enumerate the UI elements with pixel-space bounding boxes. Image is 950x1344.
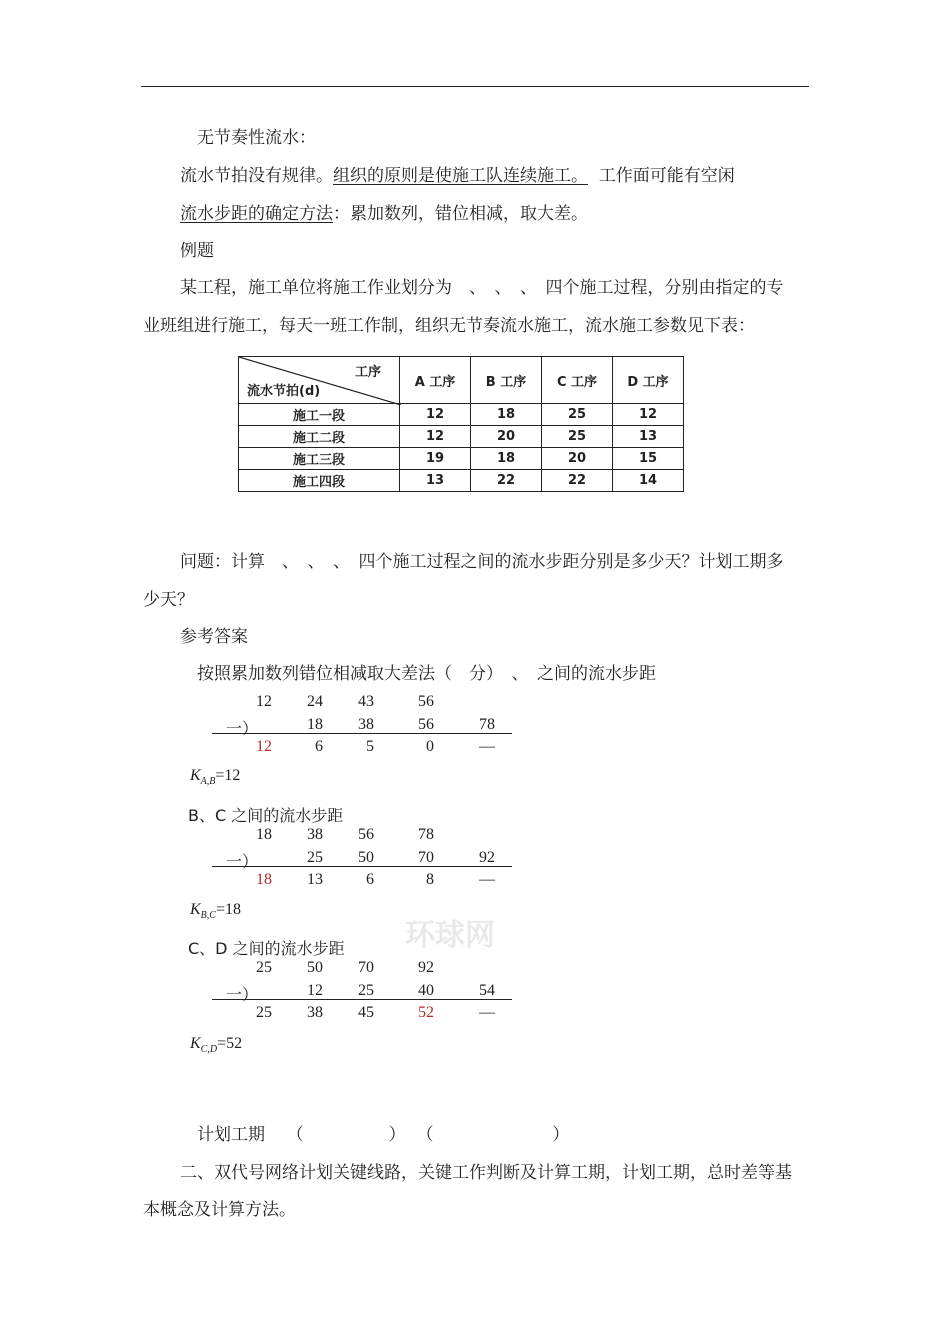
table-cell: 20: [471, 426, 542, 448]
calc-bottom-value: 54: [479, 982, 495, 999]
calc-bottom-value: 40: [418, 982, 434, 999]
k-bc: [190, 901, 241, 921]
calc-diff-value: 6: [366, 871, 374, 888]
k-symbol: K: [190, 901, 201, 918]
k-subscript: C,D: [200, 1044, 218, 1056]
calc-ab-line: [212, 733, 512, 734]
table-cell: 12: [400, 426, 471, 448]
header-b: B 工序: [471, 357, 542, 404]
calc-diff-value: —: [479, 871, 495, 888]
calc-bottom-value: 38: [358, 716, 374, 733]
table-cell: 18: [471, 404, 542, 426]
question-line-2: 少天？: [143, 590, 194, 610]
section-two-para-1: 二、双代号网络计划关键线路，关键工作判断及计算工期，计划工期，总时差等基: [180, 1163, 792, 1183]
table-row: [239, 404, 684, 426]
table-corner-cell: [239, 357, 400, 404]
k-value: =12: [215, 767, 241, 784]
plan-duration-label: 计划工期: [197, 1125, 265, 1145]
k-ab: [190, 767, 240, 787]
table-cell: 12: [613, 404, 684, 426]
plan-duration-line: [197, 1120, 569, 1145]
table-cell: 19: [400, 448, 471, 470]
problem-para-1: 某工程，施工单位将施工作业划分为 、 、 、 四个施工过程，分别由指定的专: [180, 278, 784, 298]
table-cell: 14: [613, 470, 684, 492]
calc-minus: 一）: [226, 721, 259, 738]
calc-diff-value: 38: [307, 1004, 323, 1021]
calc-minus: 一）: [226, 987, 259, 1004]
calc-diff-value: 0: [426, 738, 434, 755]
table-row: [239, 426, 684, 448]
rule-line-1: [180, 161, 735, 186]
rule-line-2: [180, 199, 588, 224]
calc-top-value: 18: [256, 826, 272, 843]
calc-diff-max: 12: [256, 738, 272, 755]
calc-diff-value: 8: [426, 871, 434, 888]
table-row: [239, 470, 684, 492]
question-line-1: 问题：计算 、 、 、 四个施工过程之间的流水步距分别是多少天？计划工期多: [180, 552, 784, 572]
calc-top-value: 25: [256, 959, 272, 976]
section-two-para-2: 本概念及计算方法。: [143, 1200, 296, 1220]
calc-bottom-value: 25: [358, 982, 374, 999]
row-label: 施工三段: [239, 448, 400, 470]
header-d: D 工序: [613, 357, 684, 404]
calc-diff-value: 25: [256, 1004, 272, 1021]
calc-top-value: 56: [418, 693, 434, 710]
calc-bottom-value: 50: [358, 849, 374, 866]
calc-bc-title: B、C 之间的流水步距: [188, 806, 344, 825]
calc-diff-value: —: [479, 738, 495, 755]
calc-cd-line: [212, 999, 512, 1000]
method-desc: ：累加数列，错位相减，取大差。: [333, 204, 588, 224]
calc-diff-value: 5: [366, 738, 374, 755]
table-cell: 25: [542, 426, 613, 448]
calc-bottom-value: 56: [418, 716, 434, 733]
calc-top-value: 50: [307, 959, 323, 976]
plan-paren-1: （ ）: [286, 1125, 406, 1145]
problem-para-2: 业班组进行施工，每天一班工作制，组织无节奏流水施工，流水施工参数见下表：: [143, 316, 755, 336]
rule-text-a: 流水节拍没有规律。: [180, 166, 333, 186]
calc-bottom-value: 12: [307, 982, 323, 999]
calc-bc-line: [212, 866, 512, 867]
calc-top-value: 70: [358, 959, 374, 976]
calc-diff-max: 52: [418, 1004, 434, 1021]
header-rule: [141, 86, 809, 87]
rule-text-b: 组织的原则是使施工队连续施工。: [333, 166, 588, 186]
method-line: 按照累加数列错位相减取大差法（ 分） 、 之间的流水步距: [197, 664, 656, 684]
k-subscript: B,C: [200, 910, 216, 922]
calc-bottom-value: 78: [479, 716, 495, 733]
k-subscript: A,B: [200, 776, 216, 788]
calc-minus: 一）: [226, 854, 259, 871]
calc-top-value: 56: [358, 826, 374, 843]
method-term: 流水步距的确定方法: [180, 204, 333, 224]
calc-diff-max: 18: [256, 871, 272, 888]
table-cell: 13: [613, 426, 684, 448]
plan-paren-2: （ ）: [416, 1125, 570, 1145]
calc-bottom-value: 70: [418, 849, 434, 866]
calc-bottom-value: 25: [307, 849, 323, 866]
watermark: 环球网: [405, 918, 495, 953]
corner-bottom-label: 流水节拍(d): [247, 384, 321, 399]
k-cd: [190, 1035, 242, 1055]
row-label: 施工一段: [239, 404, 400, 426]
corner-top-label: 工序: [354, 365, 381, 380]
table-cell: 12: [400, 404, 471, 426]
table-cell: 22: [542, 470, 613, 492]
table-cell: 20: [542, 448, 613, 470]
table-cell: 25: [542, 404, 613, 426]
flow-parameter-table: [238, 356, 684, 492]
table-row: [239, 448, 684, 470]
table-cell: 15: [613, 448, 684, 470]
calc-bottom-value: 92: [479, 849, 495, 866]
calc-top-value: 24: [307, 693, 323, 710]
calc-top-value: 78: [418, 826, 434, 843]
k-symbol: K: [190, 1035, 201, 1052]
row-label: 施工四段: [239, 470, 400, 492]
calc-diff-value: 13: [307, 871, 323, 888]
calc-top-value: 92: [418, 959, 434, 976]
calc-top-value: 38: [307, 826, 323, 843]
example-label: 例题: [180, 241, 214, 261]
table-cell: 18: [471, 448, 542, 470]
k-value: =18: [215, 901, 241, 918]
table-header-row: [239, 357, 684, 404]
calc-diff-value: —: [479, 1004, 495, 1021]
calc-diff-value: 6: [315, 738, 323, 755]
section-heading: 无节奏性流水：: [197, 128, 316, 148]
header-c: C 工序: [542, 357, 613, 404]
rule-text-c: 工作面可能有空闲: [598, 166, 735, 186]
k-value: =52: [217, 1035, 243, 1052]
answer-label: 参考答案: [180, 627, 248, 647]
header-a: A 工序: [400, 357, 471, 404]
calc-top-value: 43: [358, 693, 374, 710]
table-cell: 13: [400, 470, 471, 492]
table-cell: 22: [471, 470, 542, 492]
calc-cd-title: C、D 之间的流水步距: [188, 939, 345, 958]
calc-bottom-value: 18: [307, 716, 323, 733]
calc-diff-value: 45: [358, 1004, 374, 1021]
row-label: 施工二段: [239, 426, 400, 448]
k-symbol: K: [190, 767, 201, 784]
calc-top-value: 12: [256, 693, 272, 710]
